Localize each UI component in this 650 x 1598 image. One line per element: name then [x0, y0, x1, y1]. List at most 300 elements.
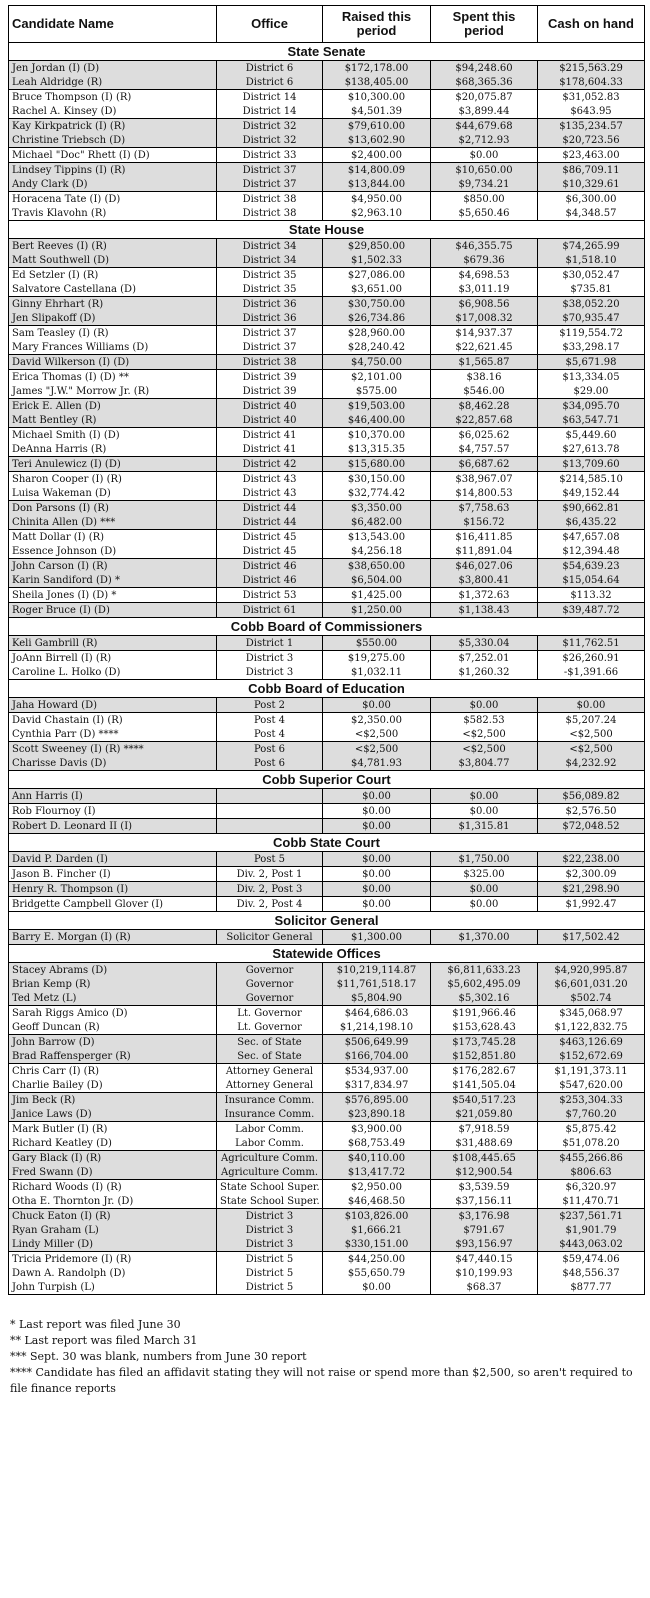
cell-raised: $19,503.00 — [323, 399, 431, 414]
cell-raised: $46,468.50 — [323, 1194, 431, 1209]
cell-raised: $10,370.00 — [323, 428, 431, 443]
table-row — [9, 1078, 645, 1093]
table-row — [9, 1180, 645, 1195]
cell-candidate-name: Keli Gambrill (R) — [9, 636, 217, 651]
table-row — [9, 1165, 645, 1180]
cell-cash: $2,576.50 — [538, 804, 645, 819]
cell-office: District 36 — [217, 297, 323, 312]
table-row — [9, 384, 645, 399]
cell-office: Agriculture Comm. — [217, 1151, 323, 1166]
table-row — [9, 1280, 645, 1295]
table-row — [9, 61, 645, 76]
cell-candidate-name: Mary Frances Williams (D) — [9, 340, 217, 355]
cell-raised: $0.00 — [323, 897, 431, 912]
cell-cash: $15,054.64 — [538, 573, 645, 588]
race-group — [9, 852, 645, 867]
cell-office: District 14 — [217, 104, 323, 119]
cell-spent: $1,565.87 — [431, 355, 538, 370]
cell-raised: $28,960.00 — [323, 326, 431, 341]
cell-candidate-name: Charlie Bailey (D) — [9, 1078, 217, 1093]
cell-cash: $253,304.33 — [538, 1093, 645, 1108]
cell-cash: $72,048.52 — [538, 819, 645, 834]
cell-cash: $455,266.86 — [538, 1151, 645, 1166]
cell-spent: $5,602,495.09 — [431, 977, 538, 991]
race-group — [9, 457, 645, 472]
cell-cash: $22,238.00 — [538, 852, 645, 867]
cell-candidate-name: Matt Bentley (R) — [9, 413, 217, 428]
cell-spent: $850.00 — [431, 192, 538, 207]
section-title: Statewide Offices — [9, 945, 645, 963]
race-group — [9, 804, 645, 819]
cell-spent: $153,628.43 — [431, 1020, 538, 1035]
cell-spent: $22,857.68 — [431, 413, 538, 428]
table-row — [9, 1020, 645, 1035]
cell-spent: $5,302.16 — [431, 991, 538, 1006]
race-group — [9, 148, 645, 163]
cell-cash: $31,052.83 — [538, 90, 645, 105]
cell-office: District 61 — [217, 603, 323, 618]
cell-raised: $550.00 — [323, 636, 431, 651]
table-row — [9, 1151, 645, 1166]
cell-candidate-name: Luisa Wakeman (D) — [9, 486, 217, 501]
cell-cash: $11,470.71 — [538, 1194, 645, 1209]
race-group — [9, 326, 645, 355]
header-spent: Spent this period — [431, 6, 538, 43]
cell-raised: $576,895.00 — [323, 1093, 431, 1108]
cell-candidate-name: Michael Smith (I) (D) — [9, 428, 217, 443]
cell-candidate-name: John Barrow (D) — [9, 1035, 217, 1050]
cell-raised: $506,649.99 — [323, 1035, 431, 1050]
cell-cash: -$1,391.66 — [538, 665, 645, 680]
table-row — [9, 326, 645, 341]
cell-office: District 46 — [217, 559, 323, 574]
cell-office — [217, 804, 323, 819]
table-row — [9, 1049, 645, 1064]
cell-spent: $21,059.80 — [431, 1107, 538, 1122]
cell-candidate-name: Sam Teasley (I) (R) — [9, 326, 217, 341]
cell-cash: $1,992.47 — [538, 897, 645, 912]
cell-spent: $6,025.62 — [431, 428, 538, 443]
cell-spent: $1,750.00 — [431, 852, 538, 867]
race-group — [9, 603, 645, 618]
cell-candidate-name: Jaha Howard (D) — [9, 698, 217, 713]
cell-spent: $0.00 — [431, 698, 538, 713]
cell-raised: $138,405.00 — [323, 75, 431, 90]
table-row — [9, 399, 645, 414]
race-group — [9, 930, 645, 945]
cell-office: District 6 — [217, 75, 323, 90]
cell-candidate-name: Brad Raffensperger (R) — [9, 1049, 217, 1064]
cell-office: District 42 — [217, 457, 323, 472]
cell-raised: $0.00 — [323, 867, 431, 882]
table-row — [9, 789, 645, 804]
cell-office: District 46 — [217, 573, 323, 588]
cell-raised: $3,651.00 — [323, 282, 431, 297]
cell-candidate-name: David Chastain (I) (R) — [9, 713, 217, 728]
cell-spent: $46,355.75 — [431, 239, 538, 254]
race-group — [9, 867, 645, 882]
cell-spent: $791.67 — [431, 1223, 538, 1237]
cell-raised: $317,834.97 — [323, 1078, 431, 1093]
cell-office: District 33 — [217, 148, 323, 163]
cell-candidate-name: Rachel A. Kinsey (D) — [9, 104, 217, 119]
race-group — [9, 1093, 645, 1122]
table-row — [9, 311, 645, 326]
cell-cash: $20,723.56 — [538, 133, 645, 148]
cell-cash: $59,474.06 — [538, 1252, 645, 1267]
cell-cash: $643.95 — [538, 104, 645, 119]
cell-raised: $0.00 — [323, 852, 431, 867]
table-row — [9, 119, 645, 134]
cell-cash: $7,760.20 — [538, 1107, 645, 1122]
cell-cash: $49,152.44 — [538, 486, 645, 501]
cell-cash: $806.63 — [538, 1165, 645, 1180]
cell-raised: $4,950.00 — [323, 192, 431, 207]
cell-office: Insurance Comm. — [217, 1107, 323, 1122]
cell-raised: $3,900.00 — [323, 1122, 431, 1137]
cell-office: District 43 — [217, 486, 323, 501]
cell-spent: $1,372.63 — [431, 588, 538, 603]
cell-raised: $172,178.00 — [323, 61, 431, 76]
table-row — [9, 297, 645, 312]
header-candidate-name: Candidate Name — [9, 6, 217, 43]
cell-candidate-name: Bruce Thompson (I) (R) — [9, 90, 217, 105]
cell-candidate-name: Sharon Cooper (I) (R) — [9, 472, 217, 487]
cell-spent: $3,804.77 — [431, 756, 538, 771]
cell-spent: $14,800.53 — [431, 486, 538, 501]
cell-spent: $0.00 — [431, 882, 538, 897]
cell-cash: $56,089.82 — [538, 789, 645, 804]
cell-office: State School Super. — [217, 1194, 323, 1209]
cell-raised: $4,501.39 — [323, 104, 431, 119]
cell-office: Lt. Governor — [217, 1020, 323, 1035]
cell-office: District 5 — [217, 1280, 323, 1295]
cell-raised: $13,417.72 — [323, 1165, 431, 1180]
cell-raised: <$2,500 — [323, 742, 431, 757]
cell-raised: $0.00 — [323, 804, 431, 819]
cell-spent: $5,330.04 — [431, 636, 538, 651]
cell-office: District 3 — [217, 651, 323, 666]
table-row — [9, 1064, 645, 1079]
section-title: Cobb Superior Court — [9, 771, 645, 789]
race-group — [9, 297, 645, 326]
table-row — [9, 206, 645, 221]
cell-raised: $28,240.42 — [323, 340, 431, 355]
cell-cash: $1,901.79 — [538, 1223, 645, 1237]
cell-raised: $68,753.49 — [323, 1136, 431, 1151]
cell-spent: $5,650.46 — [431, 206, 538, 221]
table-row — [9, 1035, 645, 1050]
table-row — [9, 977, 645, 991]
cell-spent: $8,462.28 — [431, 399, 538, 414]
cell-raised: $1,425.00 — [323, 588, 431, 603]
table-row — [9, 559, 645, 574]
cell-cash: $11,762.51 — [538, 636, 645, 651]
cell-office: District 38 — [217, 206, 323, 221]
cell-spent: $10,650.00 — [431, 163, 538, 178]
cell-candidate-name: Teri Anulewicz (I) (D) — [9, 457, 217, 472]
race-group — [9, 61, 645, 90]
cell-office: District 34 — [217, 239, 323, 254]
cell-office: Post 2 — [217, 698, 323, 713]
table-row — [9, 340, 645, 355]
cell-cash: $47,657.08 — [538, 530, 645, 545]
cell-spent: $94,248.60 — [431, 61, 538, 76]
cell-candidate-name: Horacena Tate (I) (D) — [9, 192, 217, 207]
cell-office: District 44 — [217, 501, 323, 516]
race-group — [9, 1151, 645, 1180]
cell-raised: $0.00 — [323, 882, 431, 897]
table-row — [9, 239, 645, 254]
table-row — [9, 428, 645, 443]
cell-cash: $152,672.69 — [538, 1049, 645, 1064]
race-group — [9, 239, 645, 268]
cell-spent: $68,365.36 — [431, 75, 538, 90]
cell-candidate-name: Rob Flournoy (I) — [9, 804, 217, 819]
cell-candidate-name: Lindsey Tippins (I) (R) — [9, 163, 217, 178]
cell-spent: $2,712.93 — [431, 133, 538, 148]
cell-cash: $4,232.92 — [538, 756, 645, 771]
cell-office: Insurance Comm. — [217, 1093, 323, 1108]
cell-office: District 38 — [217, 355, 323, 370]
cell-candidate-name: Geoff Duncan (R) — [9, 1020, 217, 1035]
cell-candidate-name: Ted Metz (L) — [9, 991, 217, 1006]
footnotes — [8, 1317, 644, 1397]
cell-raised: $4,256.18 — [323, 544, 431, 559]
cell-office: District 40 — [217, 413, 323, 428]
race-group — [9, 530, 645, 559]
cell-cash: $13,334.05 — [538, 370, 645, 385]
race-group — [9, 897, 645, 912]
table-header — [9, 6, 645, 43]
cell-office: District 45 — [217, 544, 323, 559]
cell-cash: $1,518.10 — [538, 253, 645, 268]
cell-cash: $5,207.24 — [538, 713, 645, 728]
table-row — [9, 742, 645, 757]
cell-cash: $0.00 — [538, 698, 645, 713]
cell-candidate-name: Jason B. Fincher (I) — [9, 867, 217, 882]
cell-cash: $735.81 — [538, 282, 645, 297]
cell-cash: $70,935.47 — [538, 311, 645, 326]
cell-raised: $2,963.10 — [323, 206, 431, 221]
cell-office: District 39 — [217, 370, 323, 385]
cell-candidate-name: Sheila Jones (I) (D) * — [9, 588, 217, 603]
race-group — [9, 1064, 645, 1093]
cell-raised: $2,950.00 — [323, 1180, 431, 1195]
cell-candidate-name: Sarah Riggs Amico (D) — [9, 1006, 217, 1021]
race-group — [9, 1209, 645, 1252]
cell-candidate-name: Erica Thomas (I) (D) ** — [9, 370, 217, 385]
table-row — [9, 253, 645, 268]
cell-cash: $6,320.97 — [538, 1180, 645, 1195]
cell-cash: $34,095.70 — [538, 399, 645, 414]
table-row — [9, 651, 645, 666]
cell-spent: $191,966.46 — [431, 1006, 538, 1021]
race-group — [9, 1252, 645, 1295]
section-header — [9, 834, 645, 852]
table-row — [9, 665, 645, 680]
cell-candidate-name: Karin Sandiford (D) * — [9, 573, 217, 588]
cell-candidate-name: Bert Reeves (I) (R) — [9, 239, 217, 254]
table-row — [9, 1194, 645, 1209]
table-row — [9, 75, 645, 90]
cell-candidate-name: Chuck Eaton (I) (R) — [9, 1209, 217, 1224]
cell-office — [217, 789, 323, 804]
cell-raised: $2,400.00 — [323, 148, 431, 163]
cell-raised: $464,686.03 — [323, 1006, 431, 1021]
cell-office: District 41 — [217, 442, 323, 457]
cell-cash: <$2,500 — [538, 742, 645, 757]
cell-raised: $79,610.00 — [323, 119, 431, 134]
table-row — [9, 1237, 645, 1252]
finance-report — [8, 5, 644, 1397]
cell-spent: $38,967.07 — [431, 472, 538, 487]
cell-raised: $5,804.90 — [323, 991, 431, 1006]
cell-cash: $2,300.09 — [538, 867, 645, 882]
cell-candidate-name: Christine Triebsch (D) — [9, 133, 217, 148]
cell-office: Post 4 — [217, 727, 323, 742]
cell-candidate-name: Scott Sweeney (I) (R) **** — [9, 742, 217, 757]
cell-candidate-name: Matt Southwell (D) — [9, 253, 217, 268]
cell-candidate-name: David P. Darden (I) — [9, 852, 217, 867]
cell-cash: $547,620.00 — [538, 1078, 645, 1093]
table-row — [9, 544, 645, 559]
race-group — [9, 698, 645, 713]
cell-raised: $534,937.00 — [323, 1064, 431, 1079]
cell-office: District 1 — [217, 636, 323, 651]
cell-cash: $5,875.42 — [538, 1122, 645, 1137]
table-row — [9, 472, 645, 487]
cell-spent: $22,621.45 — [431, 340, 538, 355]
cell-candidate-name: David Wilkerson (I) (D) — [9, 355, 217, 370]
cell-spent: $7,252.01 — [431, 651, 538, 666]
cell-office: Sec. of State — [217, 1049, 323, 1064]
cell-candidate-name: DeAnna Harris (R) — [9, 442, 217, 457]
cell-candidate-name: Janice Laws (D) — [9, 1107, 217, 1122]
cell-office: Governor — [217, 963, 323, 978]
cell-raised: $19,275.00 — [323, 651, 431, 666]
cell-raised: $13,543.00 — [323, 530, 431, 545]
cell-candidate-name: James "J.W." Morrow Jr. (R) — [9, 384, 217, 399]
table-row — [9, 177, 645, 192]
cell-office: Div. 2, Post 1 — [217, 867, 323, 882]
cell-raised: $13,602.90 — [323, 133, 431, 148]
race-group — [9, 819, 645, 834]
cell-office: District 40 — [217, 399, 323, 414]
cell-office: District 3 — [217, 1209, 323, 1224]
table-row — [9, 1006, 645, 1021]
cell-raised: $4,750.00 — [323, 355, 431, 370]
race-group — [9, 588, 645, 603]
table-row — [9, 1223, 645, 1237]
cell-cash: $86,709.11 — [538, 163, 645, 178]
cell-spent: $176,282.67 — [431, 1064, 538, 1079]
cell-candidate-name: Robert D. Leonard II (I) — [9, 819, 217, 834]
header-raised: Raised this period — [323, 6, 431, 43]
table-row — [9, 1122, 645, 1137]
cell-raised: $575.00 — [323, 384, 431, 399]
table-row — [9, 104, 645, 119]
cell-cash: $21,298.90 — [538, 882, 645, 897]
cell-candidate-name: Richard Keatley (D) — [9, 1136, 217, 1151]
cell-office: District 41 — [217, 428, 323, 443]
cell-raised: <$2,500 — [323, 727, 431, 742]
cell-spent: $173,745.28 — [431, 1035, 538, 1050]
cell-raised: $1,032.11 — [323, 665, 431, 680]
cell-spent: $1,260.32 — [431, 665, 538, 680]
table-row — [9, 636, 645, 651]
cell-spent: $68.37 — [431, 1280, 538, 1295]
cell-cash: $90,662.81 — [538, 501, 645, 516]
cell-candidate-name: Andy Clark (D) — [9, 177, 217, 192]
cell-raised: $44,250.00 — [323, 1252, 431, 1267]
cell-raised: $3,350.00 — [323, 501, 431, 516]
cell-cash: $502.74 — [538, 991, 645, 1006]
table-row — [9, 882, 645, 897]
cell-cash: $48,556.37 — [538, 1266, 645, 1280]
cell-candidate-name: Gary Black (I) (R) — [9, 1151, 217, 1166]
cell-cash: $39,487.72 — [538, 603, 645, 618]
cell-cash: $33,298.17 — [538, 340, 645, 355]
table-row — [9, 819, 645, 834]
cell-spent: $14,937.37 — [431, 326, 538, 341]
cell-candidate-name: Jim Beck (R) — [9, 1093, 217, 1108]
cell-raised: $1,666.21 — [323, 1223, 431, 1237]
cell-office: District 39 — [217, 384, 323, 399]
cell-cash: <$2,500 — [538, 727, 645, 742]
race-group — [9, 559, 645, 588]
cell-spent: <$2,500 — [431, 742, 538, 757]
cell-candidate-name: Ann Harris (I) — [9, 789, 217, 804]
cell-candidate-name: Travis Klavohn (R) — [9, 206, 217, 221]
cell-candidate-name: Matt Dollar (I) (R) — [9, 530, 217, 545]
cell-candidate-name: Chris Carr (I) (R) — [9, 1064, 217, 1079]
cell-raised: $0.00 — [323, 819, 431, 834]
cell-office: District 32 — [217, 133, 323, 148]
table-row — [9, 1107, 645, 1122]
footnote: *** Sept. 30 was blank, numbers from June 30 report — [10, 1350, 307, 1363]
cell-office: District 44 — [217, 515, 323, 530]
cell-cash: $4,348.57 — [538, 206, 645, 221]
cell-spent: $546.00 — [431, 384, 538, 399]
table-row — [9, 1252, 645, 1267]
cell-spent: $540,517.23 — [431, 1093, 538, 1108]
cell-raised: $2,350.00 — [323, 713, 431, 728]
cell-spent: $16,411.85 — [431, 530, 538, 545]
cell-spent: $582.53 — [431, 713, 538, 728]
cell-raised: $46,400.00 — [323, 413, 431, 428]
cell-cash: $877.77 — [538, 1280, 645, 1295]
cell-candidate-name: Ed Setzler (I) (R) — [9, 268, 217, 283]
race-group — [9, 90, 645, 119]
table-row — [9, 501, 645, 516]
race-group — [9, 1006, 645, 1035]
table-row — [9, 133, 645, 148]
footnote: * Last report was filed June 30 — [10, 1318, 181, 1331]
cell-spent: $47,440.15 — [431, 1252, 538, 1267]
cell-spent: $7,918.59 — [431, 1122, 538, 1137]
table-row — [9, 370, 645, 385]
table-row — [9, 698, 645, 713]
cell-cash: $463,126.69 — [538, 1035, 645, 1050]
cell-spent: $9,734.21 — [431, 177, 538, 192]
cell-office: District 53 — [217, 588, 323, 603]
table-row — [9, 603, 645, 618]
table-row — [9, 148, 645, 163]
cell-candidate-name: Dawn A. Randolph (D) — [9, 1266, 217, 1280]
cell-cash: $6,300.00 — [538, 192, 645, 207]
cell-candidate-name: Roger Bruce (I) (D) — [9, 603, 217, 618]
